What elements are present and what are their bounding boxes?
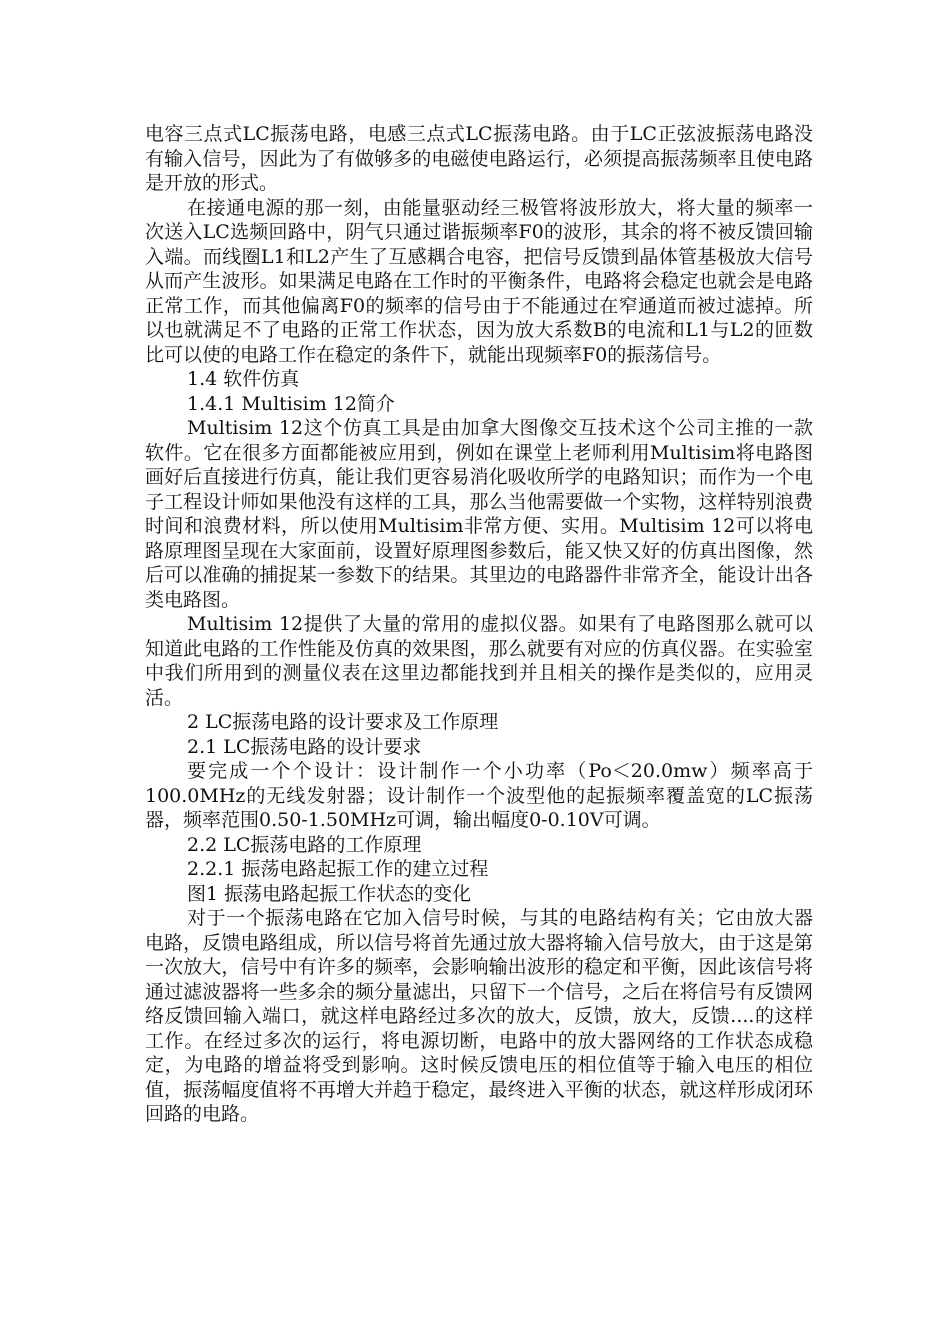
paragraph-multisim-intro: Multisim 12这个仿真工具是由加拿大图像交互技术这个公司主推的一款软件。它在很多方面都能被应用到，例如在课堂上老师利用Multisim将电路图画好后直接进行仿真，能让我们更容易消化吸收所学的电路知识；而作为一个电子工程设计师如果他没有这样的工具，那么当他需要做一个实物，这样特别浪费时间和浪费材料，所以使用Multisim非常方便、实用。Multisim 12可以将电路原理图呈现在大家面前，设置好原理图参数后，能又快又好的仿真出图像，然后可以准确的捕捉某一参数下的结果。其里边的电路器件非常齐全，能设计出各类电路图。	[145, 417, 813, 611]
heading-1-4-1: 1.4.1 Multisim 12简介	[187, 392, 395, 415]
document-page	[145, 122, 813, 1127]
heading-2: 2 LC振荡电路的设计要求及工作原理	[187, 711, 499, 733]
heading-1-4: 1.4 软件仿真	[187, 368, 300, 390]
paragraph-multisim-instruments: Multisim 12提供了大量的常用的虚拟仪器。如果有了电路图那么就可以知道此电路的工作性能及仿真的效果图，那么就要有对应的仿真仪器。在实验室中我们所用到的测量仪表在这里边都能找到并且相关的操作是类似的，应用灵活。	[145, 613, 813, 709]
figure-caption-1: 图1 振荡电路起振工作状态的变化	[187, 882, 472, 905]
paragraph-power-on-process: 在接通电源的那一刻，由能量驱动经三极管将波形放大，将大量的频率一次送入LC选频回路中，阴气只通过谐振频率F0的波形，其余的将不被反馈回输入端。而线圈L1和L2产生了互感耦合电容，把信号反馈到晶体管基极放大信号从而产生波形。如果满足电路在工作时的平衡条件，电路将会稳定也就会是电路正常工作，而其他偏离F0的频率的信号由于不能通过在窄通道而被过滤掉。所以也就满足不了电路的正常工作状态，因为放大系数B的电流和L1与L2的匝数比可以使的电路工作在稳定的条件下，就能出现频率F0的振荡信号。	[145, 196, 813, 366]
paragraph-lc-oscillator-types: 电容三点式LC振荡电路，电感三点式LC振荡电路。由于LC正弦波振荡电路没有输入信号，因此为了有做够多的电磁使电路运行，必须提高振荡频率且使电路是开放的形式。	[145, 123, 813, 194]
heading-2-2-1: 2.2.1 振荡电路起振工作的建立过程	[187, 858, 489, 880]
paragraph-oscillation-startup: 对于一个振荡电路在它加入信号时候，与其的电路结构有关；它由放大器电路，反馈电路组成，所以信号将首先通过放大器将输入信号放大，由于这是第一次放大，信号中有许多的频率，会影响输出波形的稳定和平衡，因此该信号将通过滤波器将一些多余的频分量滤出，只留下一个信号，之后在将信号有反馈网络反馈回输入端口，就这样电路经过多次的放大，反馈，放大，反馈....的这样工作。在经过多次的运行，将电源切断，电路中的放大器网络的工作状态成稳定，为电路的增益将受到影响。这时候反馈电压的相位值等于输入电压的相位值，振荡幅度值将不再增大并趋于稳定，最终进入平衡的状态，就这样形成闭环回路的电路。	[145, 907, 813, 1125]
paragraph-design-requirements: 要完成一个个设计：设计制作一个小功率（Po＜20.0mw）频率高于100.0MHz的无线发射器；设计制作一个波型他的起振频率覆盖宽的LC振荡器，频率范围0.50-1.50MHz可调，输出幅度0-0.10V可调。	[145, 760, 813, 831]
heading-2-1: 2.1 LC振荡电路的设计要求	[187, 735, 422, 758]
heading-2-2: 2.2 LC振荡电路的工作原理	[187, 833, 422, 856]
